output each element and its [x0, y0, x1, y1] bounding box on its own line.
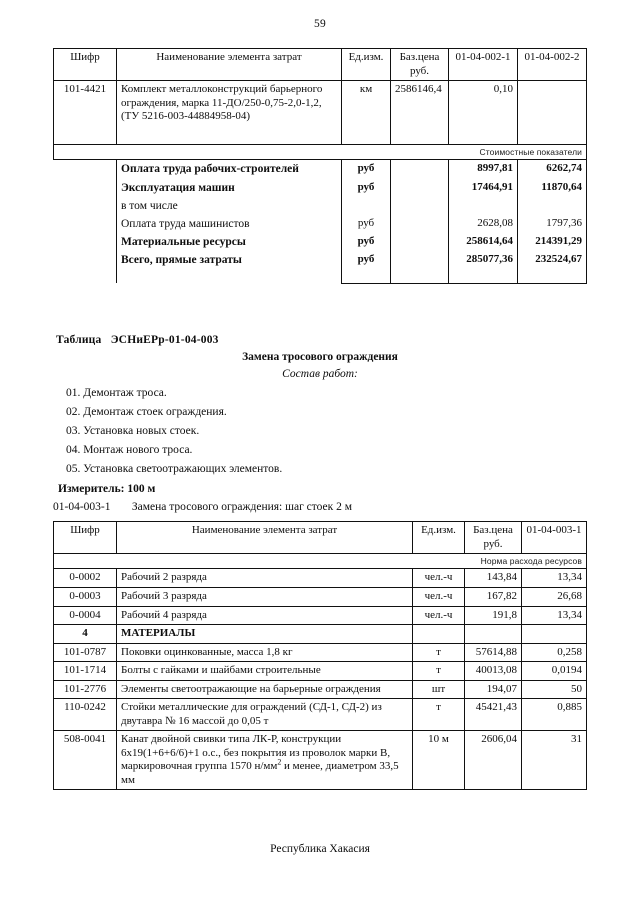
cell-col1: 31 — [522, 731, 587, 790]
cost-col2: 214391,29 — [518, 233, 587, 251]
th-col-01-04-003-1: 01-04-003-1 — [522, 522, 587, 554]
cost-label: Оплата труда рабочих-строителей — [117, 160, 342, 179]
table-row — [54, 643, 587, 662]
table1-resource-row — [54, 81, 587, 145]
cost-label: Эксплуатация машин — [117, 179, 342, 197]
cost-base-price — [391, 179, 449, 197]
trailing-cell-unit — [342, 269, 391, 283]
th-code: Шифр — [54, 522, 117, 554]
trailing-spacer — [54, 269, 117, 283]
table-code-heading — [56, 334, 219, 346]
cell-name: МАТЕРИАЛЫ — [117, 625, 413, 644]
cost-base-price — [391, 233, 449, 251]
cell-name: Элементы светоотражающие на барьерные ограждения — [117, 680, 413, 699]
cell-col1: 0,885 — [522, 699, 587, 731]
measure-value: 100 м — [127, 483, 156, 495]
table1-cost-row — [54, 179, 587, 197]
trailing-cell-base-price — [391, 269, 449, 283]
cell-unit — [413, 625, 465, 644]
cell-col1: 0,258 — [522, 643, 587, 662]
table1-cost-row — [54, 160, 587, 179]
cell-code: 0-0004 — [54, 606, 117, 625]
cell-base-price: 194,07 — [465, 680, 522, 699]
cost-unit: руб — [342, 233, 391, 251]
cost-col2: 232524,67 — [518, 251, 587, 269]
cell-unit: 10 м — [413, 731, 465, 790]
cell-base-price: 191,8 — [465, 606, 522, 625]
th-base-price-line2: руб. — [483, 537, 503, 550]
th-base-price-line1: Баз.цена — [399, 51, 440, 63]
trailing-cell-col2 — [518, 269, 587, 283]
cost-label: Оплата труда машинистов — [117, 215, 342, 233]
cost-unit: руб — [342, 251, 391, 269]
th-name: Наименование элемента затрат — [117, 49, 342, 81]
cell-name: Комплект металлоконструкций барьерного ограждения, марка 11-ДО/250-0,75-2,0-1,2, (ТУ 5216-003-44884958-04) — [117, 81, 342, 145]
table2-header-row — [54, 522, 587, 554]
cost-base-price — [391, 251, 449, 269]
th-col-01-04-002-2: 01-04-002-2 — [518, 49, 587, 81]
th-col-01-04-002-1: 01-04-002-1 — [449, 49, 518, 81]
cell-base-price: 40013,08 — [465, 662, 522, 681]
cost-spacer — [54, 215, 117, 233]
table-row — [54, 606, 587, 625]
cell-code: 101-4421 — [54, 81, 117, 145]
table-label: Таблица — [56, 334, 102, 346]
page-footer: Республика Хакасия — [270, 843, 370, 855]
cost-col1: 8997,81 — [449, 160, 518, 179]
table1-cost-row — [54, 233, 587, 251]
cell-base-price: 167,82 — [465, 588, 522, 607]
cost-unit: руб — [342, 160, 391, 179]
th-base-price — [391, 49, 449, 81]
cell-unit: т — [413, 662, 465, 681]
cell-unit: чел.-ч — [413, 606, 465, 625]
band-label-cost-indicators: Стоимостные показатели — [54, 145, 587, 160]
cell-name-text: Канат двойной свивки типа ЛК-Р, конструкции 6х19(1+6+6/6)+1 о.с., без покрытия из проволок марки В, маркировочная группа 1570 $н/мм^2$ и менее, диаметром 33,5 мм — [121, 733, 399, 786]
cost-base-price — [391, 197, 449, 215]
cost-label: в том числе — [117, 197, 342, 215]
cost-col1: 285077,36 — [449, 251, 518, 269]
cell-code: 101-0787 — [54, 643, 117, 662]
measure-label: Измеритель: — [58, 483, 125, 495]
cell-name — [117, 731, 413, 790]
work-composition-label: Состав работ: — [282, 368, 358, 380]
th-unit: Ед.изм. — [413, 522, 465, 554]
th-name: Наименование элемента затрат — [117, 522, 413, 554]
table1-header-row — [54, 49, 587, 81]
th-base-price-line2: руб. — [409, 64, 430, 77]
cell-col1: 50 — [522, 680, 587, 699]
cell-base-price: 143,84 — [465, 569, 522, 588]
cell-base-price — [465, 625, 522, 644]
cell-name: Рабочий 2 разряда — [117, 569, 413, 588]
cost-col2 — [518, 197, 587, 215]
cell-col1 — [522, 625, 587, 644]
table-row — [54, 588, 587, 607]
cell-unit: чел.-ч — [413, 569, 465, 588]
table1-cost-row — [54, 197, 587, 215]
cell-col1: 0,0194 — [522, 662, 587, 681]
table2-band-row — [54, 554, 587, 569]
cost-col2: 1797,36 — [518, 215, 587, 233]
cost-spacer — [54, 160, 117, 179]
table1-band-row — [54, 145, 587, 160]
cost-spacer — [54, 251, 117, 269]
table1-trailing-row — [54, 269, 587, 283]
cell-col1: 26,68 — [522, 588, 587, 607]
cell-unit: км — [342, 81, 391, 145]
norm-line — [0, 501, 640, 513]
cell-col1: 0,10 — [449, 81, 518, 145]
cell-col1: 13,34 — [522, 606, 587, 625]
work-item: 02. Демонтаж стоек ограждения. — [66, 406, 227, 418]
table-row — [54, 662, 587, 681]
table-row — [54, 569, 587, 588]
cost-unit — [342, 197, 391, 215]
work-title: Замена тросового ограждения — [242, 351, 398, 363]
th-base-price — [465, 522, 522, 554]
trailing-cell-col1 — [449, 269, 518, 283]
cost-col1: 258614,64 — [449, 233, 518, 251]
cell-unit: шт — [413, 680, 465, 699]
norm-code: 01-04-003-1 — [53, 501, 111, 513]
cost-label: Всего, прямые затраты — [117, 251, 342, 269]
trailing-cell-name — [117, 269, 342, 283]
cost-spacer — [54, 233, 117, 251]
cell-code: 110-0242 — [54, 699, 117, 731]
cost-unit: руб — [342, 215, 391, 233]
cell-base-price: 2606,04 — [465, 731, 522, 790]
work-item: 04. Монтаж нового троса. — [66, 444, 193, 456]
page-number: 59 — [313, 18, 327, 30]
band-label-resource-norm: Норма расхода ресурсов — [54, 554, 587, 569]
superscript-two: 2 — [277, 757, 282, 767]
cell-code: 0-0003 — [54, 588, 117, 607]
cost-base-price — [391, 160, 449, 179]
cell-unit: чел.-ч — [413, 588, 465, 607]
cost-table-01-04-002 — [53, 48, 587, 284]
cell-code: 0-0002 — [54, 569, 117, 588]
cell-unit: т — [413, 699, 465, 731]
cost-label: Материальные ресурсы — [117, 233, 342, 251]
cell-name: Болты с гайками и шайбами строительные — [117, 662, 413, 681]
cell-col2 — [518, 81, 587, 145]
cost-unit: руб — [342, 179, 391, 197]
th-code: Шифр — [54, 49, 117, 81]
table-row — [54, 731, 587, 790]
table-section-row — [54, 625, 587, 644]
measure-line — [0, 483, 640, 495]
cell-base-price: 2586146,4 — [391, 81, 449, 145]
work-item: 01. Демонтаж троса. — [66, 387, 167, 399]
table-row — [54, 699, 587, 731]
th-base-price-line1: Баз.цена — [473, 524, 513, 536]
cost-col2: 11870,64 — [518, 179, 587, 197]
cost-col1: 2628,08 — [449, 215, 518, 233]
cell-name: Рабочий 3 разряда — [117, 588, 413, 607]
cost-spacer — [54, 197, 117, 215]
cell-base-price: 45421,43 — [465, 699, 522, 731]
cell-unit: т — [413, 643, 465, 662]
cell-code: 508-0041 — [54, 731, 117, 790]
cell-col1: 13,34 — [522, 569, 587, 588]
resource-table-01-04-003 — [53, 521, 587, 790]
cell-name: Рабочий 4 разряда — [117, 606, 413, 625]
cell-code: 101-2776 — [54, 680, 117, 699]
cell-name: Стойки металлические для ограждений (СД-1, СД-2) из двутавра № 16 массой до 0,05 т — [117, 699, 413, 731]
work-item: 03. Установка новых стоек. — [66, 425, 200, 437]
cell-code: 4 — [54, 625, 117, 644]
th-unit: Ед.изм. — [342, 49, 391, 81]
table-row — [54, 680, 587, 699]
norm-name: Замена тросового ограждения: шаг стоек 2 м — [131, 501, 352, 513]
cost-col1 — [449, 197, 518, 215]
cell-name: Поковки оцинкованные, масса 1,8 кг — [117, 643, 413, 662]
cell-base-price: 57614,88 — [465, 643, 522, 662]
table-code: ЭСНиЕРр-01-04-003 — [110, 334, 219, 346]
cost-col2: 6262,74 — [518, 160, 587, 179]
cost-spacer — [54, 179, 117, 197]
cost-col1: 17464,91 — [449, 179, 518, 197]
cell-code: 101-1714 — [54, 662, 117, 681]
cost-base-price — [391, 215, 449, 233]
work-item: 05. Установка светоотражающих элементов. — [66, 463, 283, 475]
table1-cost-row — [54, 215, 587, 233]
table1-cost-row — [54, 251, 587, 269]
